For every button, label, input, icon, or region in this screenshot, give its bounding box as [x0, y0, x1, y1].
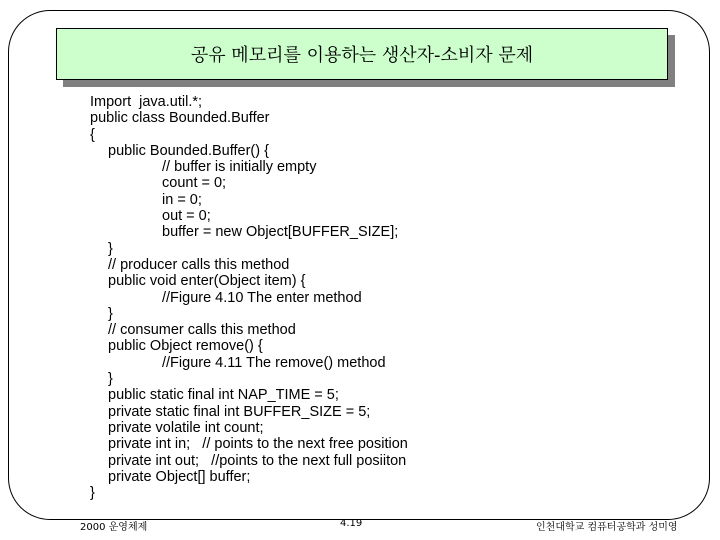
code-line: // consumer calls this method	[108, 322, 296, 339]
code-line: //Figure 4.11 The remove() method	[162, 354, 386, 371]
footer-page-number: 4.19	[340, 518, 363, 529]
code-line: public static final int NAP_TIME = 5;	[108, 387, 339, 404]
code-line: buffer = new Object[BUFFER_SIZE];	[162, 224, 399, 241]
code-line: private int in; // points to the next free position	[108, 436, 408, 453]
footer-course: 2000 운영체제	[80, 522, 148, 533]
code-line: Import java.util.*;	[90, 94, 203, 110]
code-line: }	[90, 485, 95, 502]
code-line: // buffer is initially empty	[162, 159, 317, 176]
code-line: private volatile int count;	[108, 419, 264, 436]
code-line: private int out; //points to the next full posiiton	[108, 452, 407, 469]
code-line: in = 0;	[162, 191, 202, 208]
code-line: public Object remove() {	[108, 338, 263, 355]
slide-title-text: 공유 메모리를 이용하는 생산자-소비자 문제	[190, 45, 534, 66]
code-line: }	[108, 305, 113, 322]
code-line: {	[90, 126, 95, 143]
code-line: private static final int BUFFER_SIZE = 5;	[108, 403, 371, 420]
code-line: }	[108, 371, 113, 388]
code-line: //Figure 4.10 The enter method	[162, 289, 362, 306]
code-line: out = 0;	[162, 208, 211, 225]
code-line: count = 0;	[162, 175, 227, 192]
footer-author: 인천대학교 컴퓨터공학과 성미영	[536, 522, 678, 533]
code-line: public class Bounded.Buffer	[90, 110, 270, 127]
code-line: // producer calls this method	[108, 256, 290, 273]
code-line: public Bounded.Buffer() {	[108, 142, 269, 159]
code-line: public void enter(Object item) {	[108, 273, 306, 290]
code-line: private Object[] buffer;	[108, 468, 251, 485]
slide-title	[56, 28, 668, 80]
code-line: }	[108, 240, 113, 257]
code-block	[90, 94, 690, 501]
